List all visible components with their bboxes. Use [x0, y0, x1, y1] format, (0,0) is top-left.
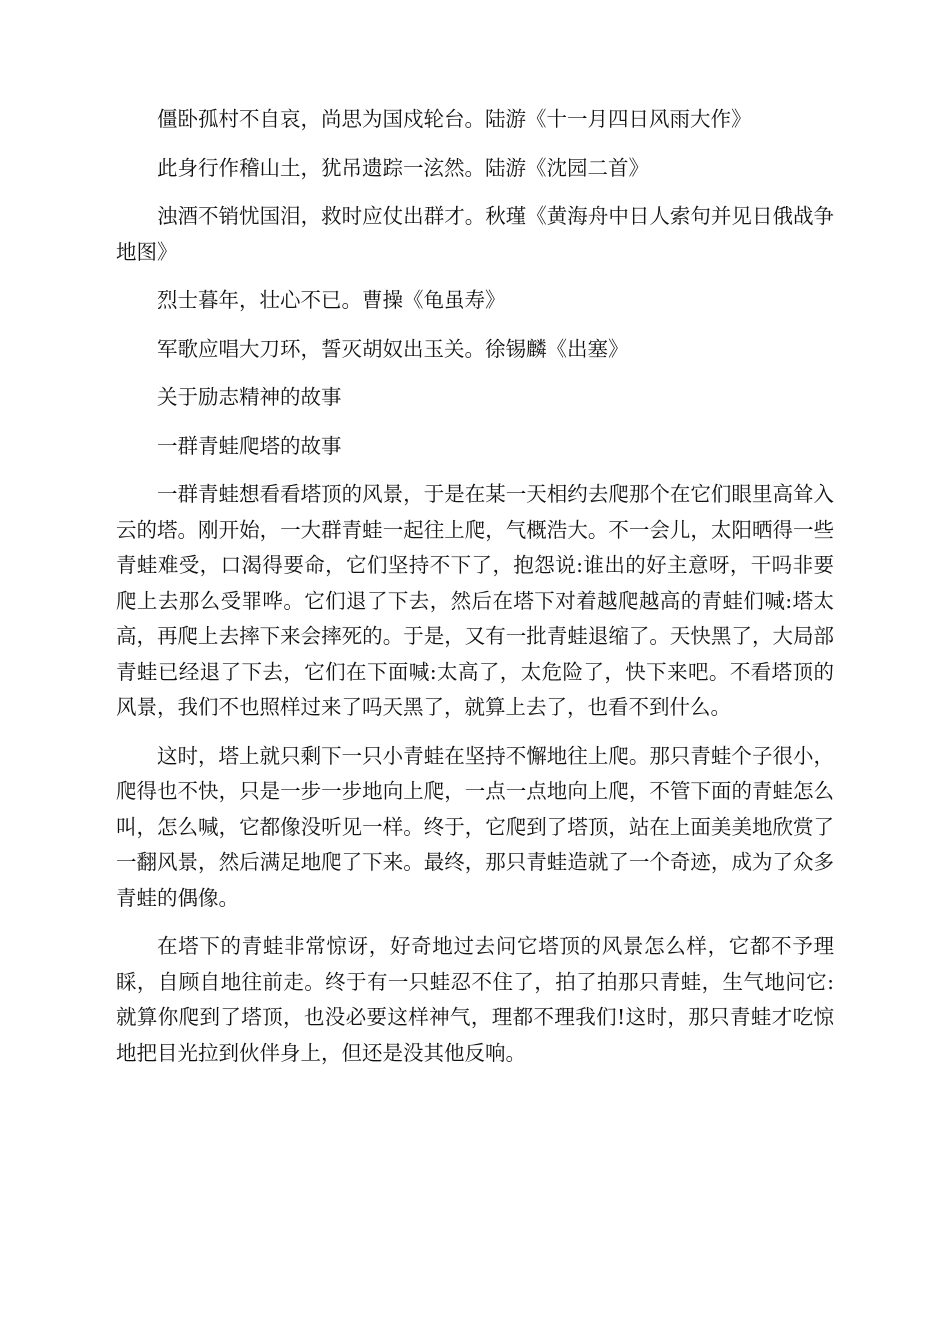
paragraph-poem-5: 军歌应唱大刀环，誓灭胡奴出玉关。徐锡麟《出塞》	[157, 336, 629, 361]
story-title: 一群青蛙爬塔的故事	[157, 433, 342, 458]
section-heading: 关于励志精神的故事	[157, 385, 342, 409]
story-paragraph-3: 在塔下的青蛙非常惊讶，好奇地过去问它塔顶的风景怎么样，它都不予理睬，自顾自地往前走。终于有一只蛙忍不住了，拍了拍那只青蛙，生气地问它:就算你爬到了塔顶，也没必要这样神气，理都不理我们!这时，那只青蛙才吃惊地把目光拉到伙伴身上，但还是没其他反响。	[116, 934, 834, 1065]
story-paragraph-1: 一群青蛙想看看塔顶的风景，于是在某一天相约去爬那个在它们眼里高耸入云的塔。刚开始，一大群青蛙一起往上爬，气概浩大。不一会儿，太阳晒得一些青蛙难受，口渴得要命，它们坚持不下了，抱怨说:谁出的好主意呀，干吗非要爬上去那么受罪哗。它们退了下去，然后在塔下对着越爬越高的青蛙们喊:塔太高，再爬上去摔下来会摔死的。于是，又有一批青蛙退缩了。天快黑了，大局部青蛙已经退了下去，它们在下面喊:太高了，太危险了，快下来吧。不看塔顶的风景，我们不也照样过来了吗天黑了，就算上去了，也看不到什么。	[116, 482, 834, 719]
paragraph-poem-3: 浊酒不销忧国泪，救时应仗出群才。秋瑾《黄海舟中日人索句并见日俄战争地图》	[116, 204, 834, 264]
paragraph-poem-2: 此身行作稽山土，犹吊遗踪一泫然。陆游《沈园二首》	[157, 155, 649, 180]
paragraph-poem-4: 烈士暮年，壮心不已。曹操《龟虽寿》	[157, 288, 506, 312]
paragraph-poem-1: 僵卧孤村不自哀，尚思为国戍轮台。陆游《十一月四日风雨大作》	[157, 107, 752, 131]
document-page	[116, 102, 834, 1084]
story-paragraph-2: 这时，塔上就只剩下一只小青蛙在坚持不懈地往上爬。那只青蛙个子很小，爬得也不快，只是一步一步地向上爬，一点一点地向上爬，不管下面的青蛙怎么叫，怎么喊，它都像没听见一样。终于，它爬到了塔顶，站在上面美美地欣赏了一翻风景，然后满足地爬了下来。最终，那只青蛙造就了一个奇迹，成为了众多青蛙的偶像。	[116, 743, 834, 910]
